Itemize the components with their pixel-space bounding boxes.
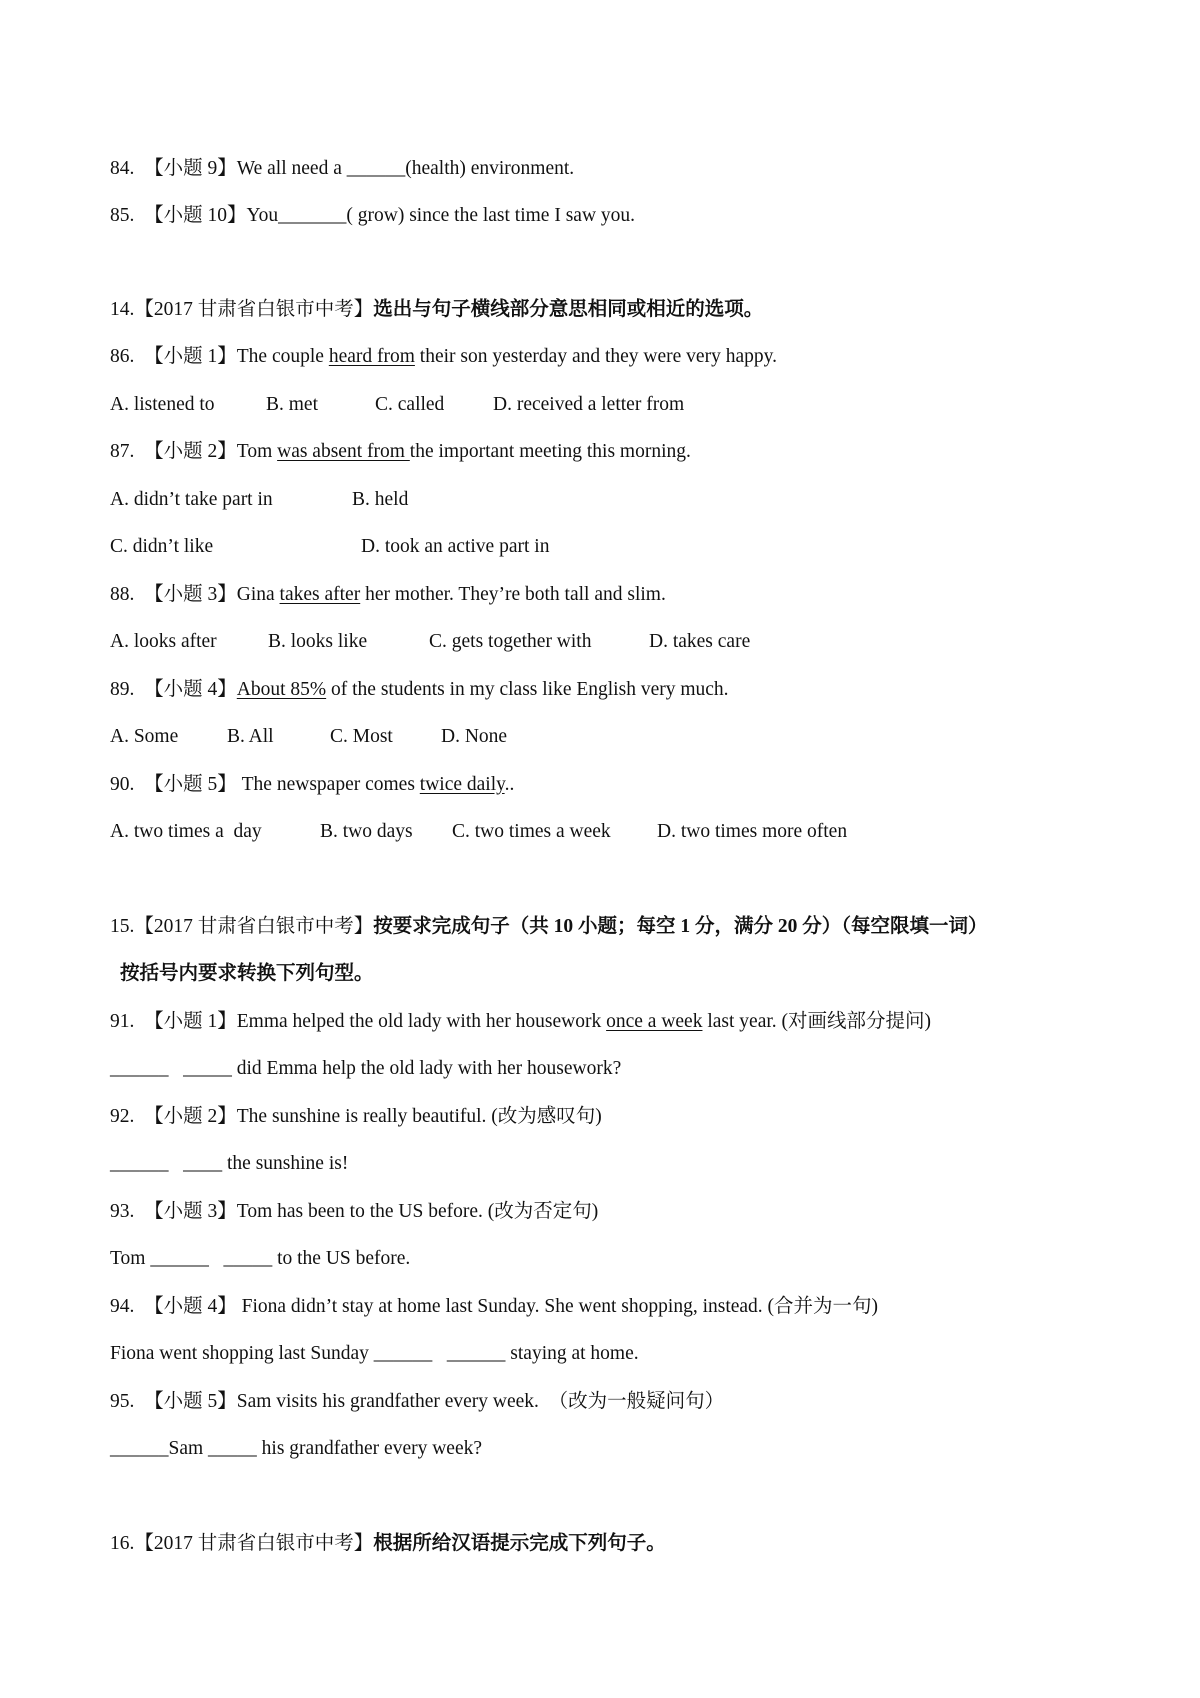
section-instruction: 根据所给汉语提示完成下列句子。 [373,1533,666,1554]
section-15-subheading: 按括号内要求转换下列句型。 [120,963,374,984]
section-14-heading [110,298,763,322]
question-number: 95. [110,1391,135,1412]
question-tag: 【小题 3】 [144,1201,237,1222]
question-tag: 【小题 4】 [144,1296,237,1317]
question-text-before: Emma helped the old lady with her housework [236,1011,607,1032]
option-d: D. None [441,726,508,747]
question-text-after: the important meeting this morning. [409,441,691,462]
options-90 [110,820,847,844]
underlined-phrase: About 85% [236,679,327,700]
question-91 [110,1010,931,1034]
option-c: C. Most [330,726,393,747]
question-94 [110,1295,878,1319]
question-tag: 【小题 1】 [144,346,237,367]
option-b: B. All [227,726,274,747]
option-d: D. takes care [649,631,751,652]
question-number: 90. [110,774,135,795]
options-86 [110,393,684,417]
question-number: 87. [110,441,135,462]
question-tag: 【小题 2】 [144,1106,237,1127]
question-number: 86. [110,346,135,367]
section-15-heading [110,915,988,939]
option-c: C. gets together with [429,631,592,652]
section-prefix: 14.【2017 甘肃省白银市中考】 [110,299,374,320]
option-b: B. met [266,394,318,415]
question-number: 94. [110,1296,135,1317]
underlined-phrase: takes after [279,584,361,605]
question-87 [110,440,691,464]
question-text-after: .. [504,774,515,795]
question-text-before: Gina [236,584,280,605]
question-number: 85. [110,205,135,226]
question-text: Tom has been to the US before. (改为否定句) [236,1201,599,1222]
section-16-heading [110,1532,666,1556]
option-a: A. Some [110,726,179,747]
option-a: A. didn’t take part in [110,489,273,510]
option-c: C. didn’t like [110,536,214,557]
question-number: 89. [110,679,135,700]
section-prefix: 15.【2017 甘肃省白银市中考】 [110,916,374,937]
option-b: B. two days [320,821,413,842]
question-86 [110,345,777,369]
question-text: Sam visits his grandfather every week. （改为一般疑问句） [236,1391,725,1412]
answer-line-92: ______ ____ the sunshine is! [110,1153,349,1174]
question-text: The sunshine is really beautiful. (改为感叹句) [236,1106,602,1127]
options-87-row2 [110,535,549,559]
question-number: 92. [110,1106,135,1127]
option-a: A. looks after [110,631,217,652]
question-tag: 【小题 1】 [144,1011,237,1032]
answer-line-93: Tom ______ _____ to the US before. [110,1248,411,1269]
option-c: C. two times a week [452,821,611,842]
question-tag: 【小题 10】 [144,205,247,226]
question-text-before: The newspaper comes [236,774,420,795]
option-c: C. called [375,394,445,415]
option-a: A. two times a day [110,821,262,842]
question-text: We all need a ______(health) environment. [236,158,575,179]
question-text-after: her mother. They’re both tall and slim. [360,584,666,605]
question-text-after: of the students in my class like English very much. [326,679,729,700]
question-93 [110,1200,598,1224]
underlined-phrase: twice daily [419,774,505,795]
question-tag: 【小题 9】 [144,158,237,179]
option-d: D. took an active part in [361,536,550,557]
option-a: A. listened to [110,394,215,415]
question-text: Fiona didn’t stay at home last Sunday. She went shopping, instead. (合并为一句) [236,1296,879,1317]
question-text-before: Tom [236,441,278,462]
question-number: 88. [110,584,135,605]
question-tag: 【小题 5】 [144,1391,237,1412]
section-instruction: 按要求完成句子（共 10 小题；每空 1 分，满分 20 分）（每空限填一词） [373,916,988,937]
option-b: B. held [352,489,409,510]
question-92 [110,1105,602,1129]
question-88 [110,583,666,607]
question-90 [110,773,514,797]
answer-line-95: ______Sam _____ his grandfather every week? [110,1438,483,1459]
question-tag: 【小题 4】 [144,679,237,700]
answer-line-94: Fiona went shopping last Sunday ______ ______ staying at home. [110,1343,639,1364]
options-87-row1 [110,488,408,512]
question-89 [110,678,729,702]
question-text: You_______( grow) since the last time I saw you. [246,205,636,226]
question-text-before: The couple [236,346,329,367]
answer-line-91: ______ _____ did Emma help the old lady with her housework? [110,1058,622,1079]
question-number: 93. [110,1201,135,1222]
question-number: 91. [110,1011,135,1032]
underlined-phrase: once a week [606,1011,703,1032]
question-tag: 【小题 5】 [144,774,237,795]
section-prefix: 16.【2017 甘肃省白银市中考】 [110,1533,374,1554]
question-text-after: their son yesterday and they were very happy. [414,346,777,367]
question-number: 84. [110,158,135,179]
underlined-phrase: was absent from [277,441,410,462]
option-b: B. looks like [268,631,368,652]
underlined-phrase: heard from [328,346,415,367]
option-d: D. two times more often [657,821,848,842]
question-84 [110,157,574,181]
section-instruction: 选出与句子横线部分意思相同或相近的选项。 [373,299,764,320]
question-text-after: last year. (对画线部分提问) [702,1011,932,1032]
question-85 [110,204,635,228]
question-tag: 【小题 3】 [144,584,237,605]
options-89 [110,725,507,749]
options-88 [110,630,750,654]
question-tag: 【小题 2】 [144,441,237,462]
question-95 [110,1390,724,1414]
option-d: D. received a letter from [493,394,685,415]
